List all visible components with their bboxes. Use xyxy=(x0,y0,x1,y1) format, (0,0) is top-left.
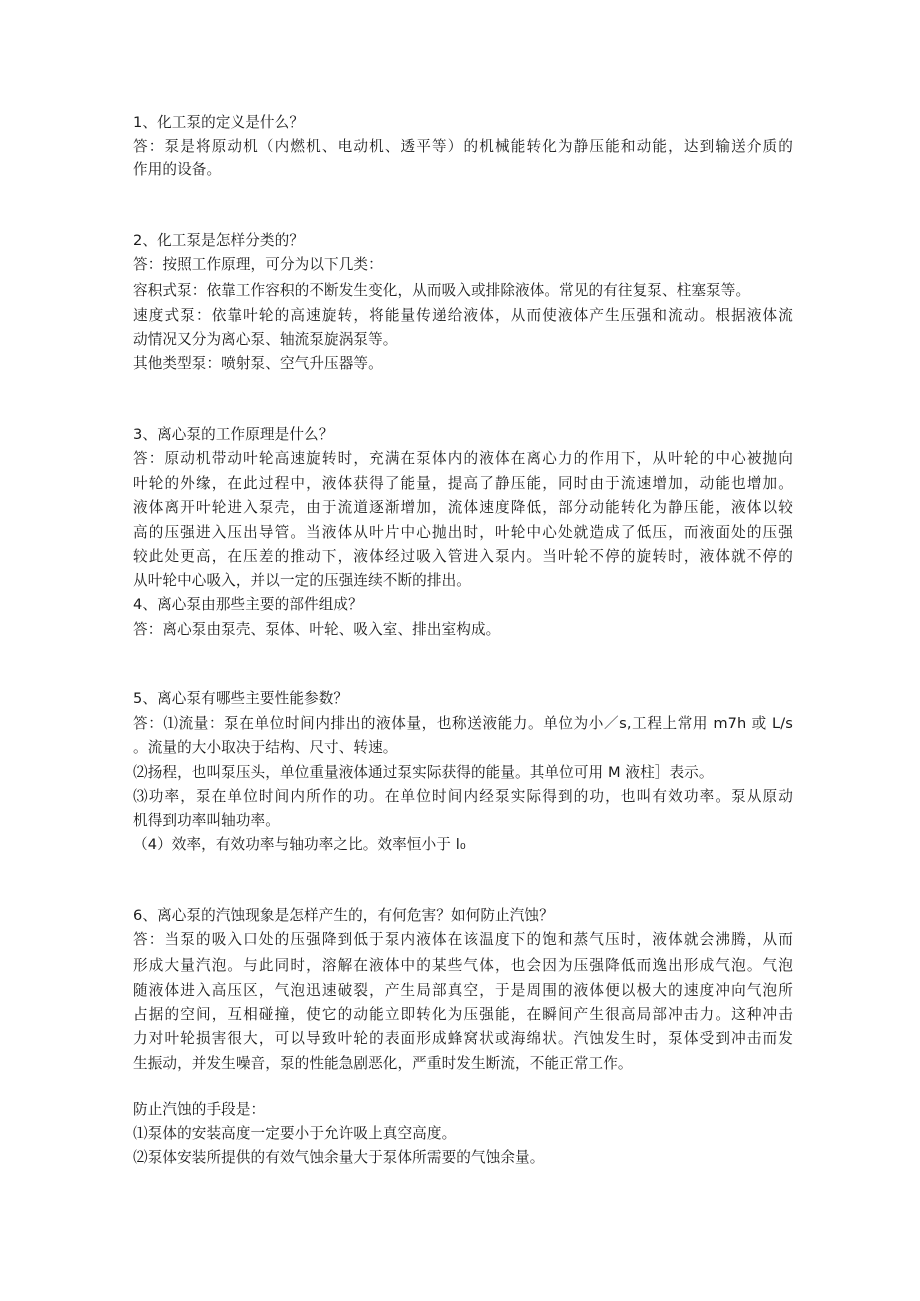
q1-answer-line: 答：泵是将原动机（内燃机、电动机、透平等）的机械能转化为静压能和动能，达到输送介质的 xyxy=(133,138,793,155)
q2-answer-line: 动情况又分为离心泵、轴流泵旋涡泵等。 xyxy=(133,331,398,348)
prevention-item: ⑴泵体的安装高度一定要小于允许吸上真空高度。 xyxy=(133,1125,457,1142)
q3-answer-line: 高的压强进入压出导管。当液体从叶片中心抛出时，叶轮中心处就造成了低压，而液面处的压强 xyxy=(133,524,793,541)
q5-answer-line: 答：⑴流量：泵在单位时间内排出的液体量，也称送液能力。单位为小／s,工程上常用 m7h 或 L/s xyxy=(133,715,793,732)
q2-heading: 2、化工泵是怎样分类的？ xyxy=(133,232,305,249)
q6-answer-line: 随液体进入高压区，气泡迅速破裂，产生局部真空，于是周围的液体便以极大的速度冲向气泡所 xyxy=(133,982,793,999)
prevention-item: ⑵泵体安装所提供的有效气蚀余量大于泵体所需要的气蚀余量。 xyxy=(133,1149,545,1166)
q5-answer-line: （4）效率，有效功率与轴功率之比。效率恒小于 l₀ xyxy=(133,836,466,853)
q6-answer-line: 力对叶轮损害很大，可以导致叶轮的表面形成蜂窝状或海绵状。汽蚀发生时，泵体受到冲击而发 xyxy=(133,1030,793,1047)
q5-answer-line: ⑵扬程，也叫泵压头，单位重量液体通过泵实际获得的能量。其单位可用 M 液柱］表示。 xyxy=(133,764,714,781)
q2-answer-line: 速度式泵：依靠叶轮的高速旋转，将能量传递给液体，从而使液体产生压强和流动。根据液体流 xyxy=(133,307,793,324)
q4-heading: 4、离心泵由那些主要的部件组成？ xyxy=(133,596,363,613)
q3-answer-line: 答：原动机带动叶轮高速旋转时，充满在泵体内的液体在离心力的作用下，从叶轮的中心被抛向 xyxy=(133,450,793,467)
q3-answer-line: 叶轮的外缘，在此过程中，液体获得了能量，提高了静压能，同时由于流速增加，动能也增加。 xyxy=(133,475,793,492)
q6-answer-line: 占据的空间，互相碰撞，使它的动能立即转化为压强能，在瞬间产生很高局部冲击力。这种冲击 xyxy=(133,1006,793,1023)
q4-answer-line: 答：离心泵由泵壳、泵体、叶轮、吸入室、排出室构成。 xyxy=(133,621,501,638)
q1-answer-line: 作用的设备。 xyxy=(133,161,222,178)
q2-answer-line: 其他类型泵：喷射泵、空气升压器等。 xyxy=(133,355,383,372)
q5-heading: 5、离心泵有哪些主要性能参数？ xyxy=(133,690,349,707)
q2-answer-line: 答：按照工作原理，可分为以下几类： xyxy=(133,256,383,273)
q3-answer-line: 较此处更高，在压差的推动下，液体经过吸入管进入泵内。当叶轮不停的旋转时，液体就不停的 xyxy=(133,548,793,565)
q5-answer-line: 机得到功率叫轴功率。 xyxy=(133,812,280,829)
q5-answer-line: 。流量的大小取决于结构、尺寸、转速。 xyxy=(133,739,398,756)
q1-heading: 1、化工泵的定义是什么？ xyxy=(133,114,305,131)
q5-answer-line: ⑶功率，泵在单位时间内所作的功。在单位时间内经泵实际得到的功，也叫有效功率。泵从原动 xyxy=(133,788,793,805)
q6-answer-line: 形成大量汽泡。与此同时，溶解在液体中的某些气体，也会因为压强降低而逸出形成气泡。气泡 xyxy=(133,957,793,974)
q2-answer-line: 容积式泵：依靠工作容积的不断发生变化，从而吸入或排除液体。常见的有往复泵、柱塞泵等。 xyxy=(133,282,751,299)
q6-answer-line: 答：当泵的吸入口处的压强降到低于泵内液体在该温度下的饱和蒸气压时，液体就会沸腾，从而 xyxy=(133,931,793,948)
prevention-heading: 防止汽蚀的手段是： xyxy=(133,1101,266,1118)
q3-answer-line: 液体离开叶轮进入泵壳，由于流道逐渐增加，流体速度降低，部分动能转化为静压能，液体以较 xyxy=(133,499,793,516)
q3-answer-line: 从叶轮中心吸入，并以一定的压强连续不断的排出。 xyxy=(133,572,471,589)
q6-answer-line: 生振动，并发生噪音，泵的性能急剧恶化，严重时发生断流，不能正常工作。 xyxy=(133,1055,633,1072)
q6-heading: 6、离心泵的汽蚀现象是怎样产生的，有何危害？如何防止汽蚀？ xyxy=(133,907,554,924)
q3-heading: 3、离心泵的工作原理是什么？ xyxy=(133,426,334,443)
